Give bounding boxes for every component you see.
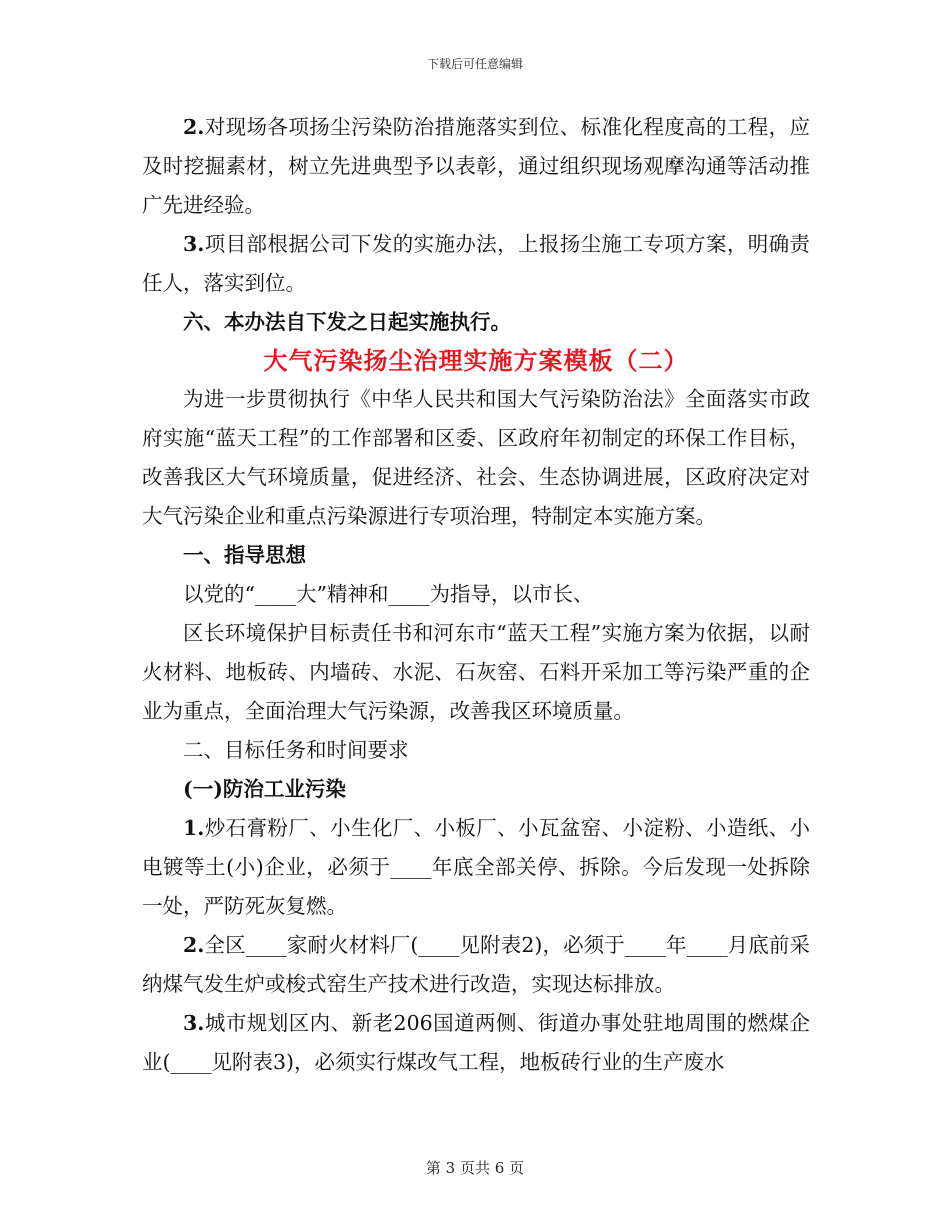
paragraph-text: 城市规划区内、新老206国道两侧、街道办事处驻地周围的燃煤企业(____见附表3)，必须实行煤改气工程，地板砖行业的生产废水 xyxy=(142,1011,810,1074)
section-heading-6: 六、本办法自下发之日起实施执行。 xyxy=(183,310,511,334)
item-number: 3. xyxy=(183,232,205,256)
paragraph-text: 对现场各项扬尘污染防治措施落实到位、标准化程度高的工程，应及时挖掘素材，树立先进典型予以表彰，通过组织现场观摩沟通等活动推广先进经验。 xyxy=(142,115,810,217)
paragraph-industrial-1 xyxy=(142,809,810,926)
page-footer: 第 3 页共 6 页 xyxy=(425,1159,525,1177)
paragraph-text: 项目部根据公司下发的实施办法，上报扬尘施工专项方案，明确责任人，落实到位。 xyxy=(142,232,810,295)
paragraph-item-2 xyxy=(142,108,810,225)
item-number: 2. xyxy=(183,115,205,139)
section-heading-guiding-ideology: 一、指导思想 xyxy=(183,543,306,567)
paragraph-item-3 xyxy=(142,225,810,303)
paragraph-industrial-3 xyxy=(142,1004,810,1082)
document-body xyxy=(142,108,810,1082)
paragraph-guiding-1: 以党的“____大”精神和____为指导，以市长、 xyxy=(183,582,594,606)
document-title: 大气污染扬尘治理实施方案模板（二） xyxy=(263,346,689,375)
paragraph-text: 全区____家耐火材料厂(____见附表2)，必须于____年____月底前采纳煤气发生炉或梭式窑生产技术进行改造，实现达标排放。 xyxy=(142,933,810,996)
paragraph-industrial-2 xyxy=(142,926,810,1004)
page-header: 下载后可任意编辑 xyxy=(426,57,523,71)
item-number: 3. xyxy=(183,1011,205,1035)
item-number: 2. xyxy=(183,933,205,957)
item-number: 1. xyxy=(183,816,205,840)
intro-paragraph: 为进一步贯彻执行《中华人民共和国大气污染防治法》全面落实市政府实施“蓝天工程”的工作部署和区委、区政府年初制定的环保工作目标，改善我区大气环境质量，促进经济、社会、生态协调进展，区政府决定对大气污染企业和重点污染源进行专项治理，特制定本实施方案。 xyxy=(142,387,810,528)
paragraph-guiding-2: 区长环境保护目标责任书和河东市“蓝天工程”实施方案为依据，以耐火材料、地板砖、内墙砖、水泥、石灰窑、石料开采加工等污染严重的企业为重点，全面治理大气污染源，改善我区环境质量。 xyxy=(142,621,810,723)
subsection-heading-industrial: (一)防治工业污染 xyxy=(183,777,346,801)
paragraph-text: 炒石膏粉厂、小生化厂、小板厂、小瓦盆窑、小淀粉、小造纸、小电镀等土(小)企业，必须于____年底全部关停、拆除。今后发现一处拆除一处，严防死灰复燃。 xyxy=(142,816,810,918)
section-heading-targets: 二、目标任务和时间要求 xyxy=(183,738,409,762)
